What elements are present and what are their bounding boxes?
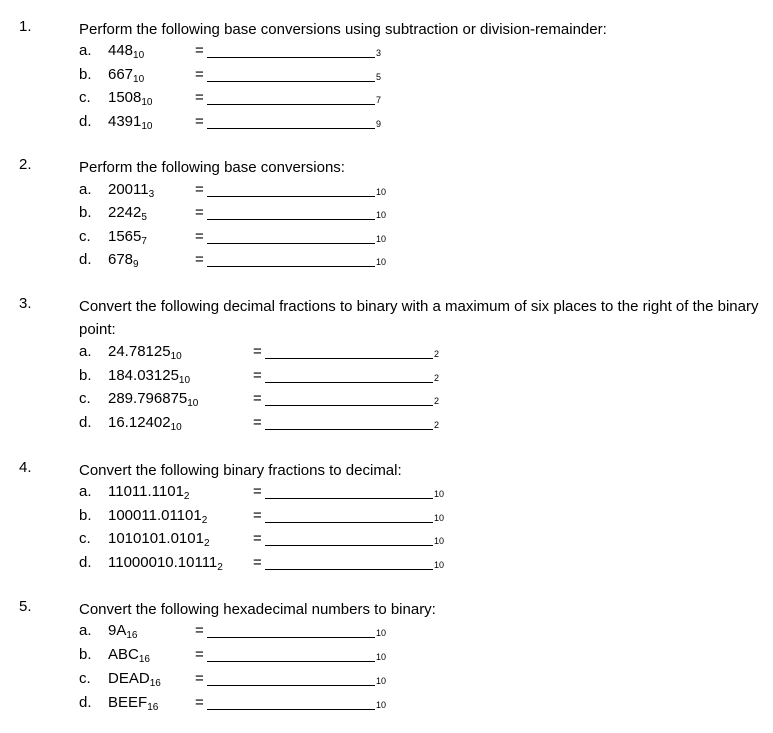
item-letter: c. <box>79 89 91 106</box>
answer-blank[interactable] <box>265 569 433 570</box>
item-letter: a. <box>79 343 92 360</box>
target-base: 10 <box>376 187 387 197</box>
item-letter: c. <box>79 390 91 407</box>
answer-blank[interactable] <box>207 685 375 686</box>
equals-sign: = <box>195 42 204 59</box>
target-base: 10 <box>376 652 387 662</box>
equals-sign: = <box>195 181 204 198</box>
item-letter: d. <box>79 414 92 431</box>
item-number: $16.12402_{10}$ <box>108 414 182 433</box>
equals-sign: = <box>253 343 262 360</box>
target-base: 10 <box>434 489 445 499</box>
target-base: 10 <box>376 700 387 710</box>
target-base: 10 <box>434 536 445 546</box>
question-number: 4. <box>19 459 32 476</box>
target-base: 10 <box>434 513 445 523</box>
answer-blank[interactable] <box>207 637 375 638</box>
item-letter: b. <box>79 507 92 524</box>
item-letter: c. <box>79 530 91 547</box>
target-base: 2 <box>434 420 440 430</box>
target-base: 10 <box>434 560 445 570</box>
equals-sign: = <box>195 251 204 268</box>
item-letter: b. <box>79 646 92 663</box>
item-number: $11011.1101_2$ <box>108 483 190 502</box>
answer-blank[interactable] <box>265 522 433 523</box>
item-number: $DEAD_{16}$ <box>108 670 161 689</box>
answer-blank[interactable] <box>207 266 375 267</box>
item-number: $4391_{10}$ <box>108 113 153 132</box>
item-number: $24.78125_{10}$ <box>108 343 182 362</box>
target-base: 7 <box>376 95 382 105</box>
item-number: $678_9$ <box>108 251 139 270</box>
answer-blank[interactable] <box>207 128 375 129</box>
equals-sign: = <box>253 554 262 571</box>
answer-blank[interactable] <box>265 429 433 430</box>
equals-sign: = <box>195 228 204 245</box>
item-letter: d. <box>79 251 92 268</box>
equals-sign: = <box>253 530 262 547</box>
target-base: 2 <box>434 349 440 359</box>
equals-sign: = <box>253 483 262 500</box>
answer-blank[interactable] <box>207 709 375 710</box>
equals-sign: = <box>253 507 262 524</box>
question-prompt: Perform the following base conversions using subtraction or division-remainder: <box>79 21 607 38</box>
question-prompt: Convert the following decimal fractions to binary with a maximum of six places to the right of the binary point: <box>79 298 759 338</box>
target-base: 3 <box>376 48 382 58</box>
item-letter: c. <box>79 228 91 245</box>
item-number: $1565_7$ <box>108 228 147 247</box>
answer-blank[interactable] <box>265 382 433 383</box>
target-base: 2 <box>434 373 440 383</box>
item-letter: a. <box>79 622 92 639</box>
question-number: 3. <box>19 295 32 312</box>
target-base: 10 <box>376 234 387 244</box>
answer-blank[interactable] <box>207 219 375 220</box>
equals-sign: = <box>253 390 262 407</box>
equals-sign: = <box>195 113 204 130</box>
equals-sign: = <box>253 367 262 384</box>
item-number: $11000010.10111_2$ <box>108 554 223 573</box>
item-number: $1010101.0101_2$ <box>108 530 210 549</box>
answer-blank[interactable] <box>265 358 433 359</box>
item-letter: d. <box>79 554 92 571</box>
item-letter: a. <box>79 42 92 59</box>
item-number: $BEEF_{16}$ <box>108 694 159 713</box>
equals-sign: = <box>253 414 262 431</box>
item-letter: a. <box>79 483 92 500</box>
target-base: 10 <box>376 210 387 220</box>
item-number: $448_{10}$ <box>108 42 145 61</box>
question-prompt: Convert the following hexadecimal numbers to binary: <box>79 601 436 618</box>
item-number: $9A_{16}$ <box>108 622 138 641</box>
answer-blank[interactable] <box>207 243 375 244</box>
target-base: 10 <box>376 257 387 267</box>
equals-sign: = <box>195 694 204 711</box>
target-base: 2 <box>434 396 440 406</box>
target-base: 10 <box>376 676 387 686</box>
item-letter: a. <box>79 181 92 198</box>
equals-sign: = <box>195 66 204 83</box>
question-prompt: Convert the following binary fractions to decimal: <box>79 462 402 479</box>
item-number: $1508_{10}$ <box>108 89 153 108</box>
answer-blank[interactable] <box>265 405 433 406</box>
equals-sign: = <box>195 204 204 221</box>
item-number: $20011_3$ <box>108 181 155 200</box>
question-number: 2. <box>19 156 32 173</box>
target-base: 5 <box>376 72 382 82</box>
answer-blank[interactable] <box>207 57 375 58</box>
equals-sign: = <box>195 622 204 639</box>
equals-sign: = <box>195 670 204 687</box>
item-letter: d. <box>79 694 92 711</box>
question-number: 1. <box>19 18 32 35</box>
item-letter: b. <box>79 66 92 83</box>
answer-blank[interactable] <box>207 81 375 82</box>
item-number: $184.03125_{10}$ <box>108 367 191 386</box>
item-letter: b. <box>79 204 92 221</box>
answer-blank[interactable] <box>207 196 375 197</box>
target-base: 10 <box>376 628 387 638</box>
item-number: $289.796875_{10}$ <box>108 390 199 409</box>
answer-blank[interactable] <box>207 104 375 105</box>
item-number: $667_{10}$ <box>108 66 145 85</box>
target-base: 9 <box>376 119 382 129</box>
answer-blank[interactable] <box>207 661 375 662</box>
answer-blank[interactable] <box>265 545 433 546</box>
question-number: 5. <box>19 598 32 615</box>
equals-sign: = <box>195 646 204 663</box>
item-number: $100011.01101_2$ <box>108 507 208 526</box>
item-number: $ABC_{16}$ <box>108 646 150 665</box>
item-letter: b. <box>79 367 92 384</box>
item-number: $2242_5$ <box>108 204 147 223</box>
answer-blank[interactable] <box>265 498 433 499</box>
item-letter: c. <box>79 670 91 687</box>
question-prompt: Perform the following base conversions: <box>79 159 345 176</box>
equals-sign: = <box>195 89 204 106</box>
item-letter: d. <box>79 113 92 130</box>
